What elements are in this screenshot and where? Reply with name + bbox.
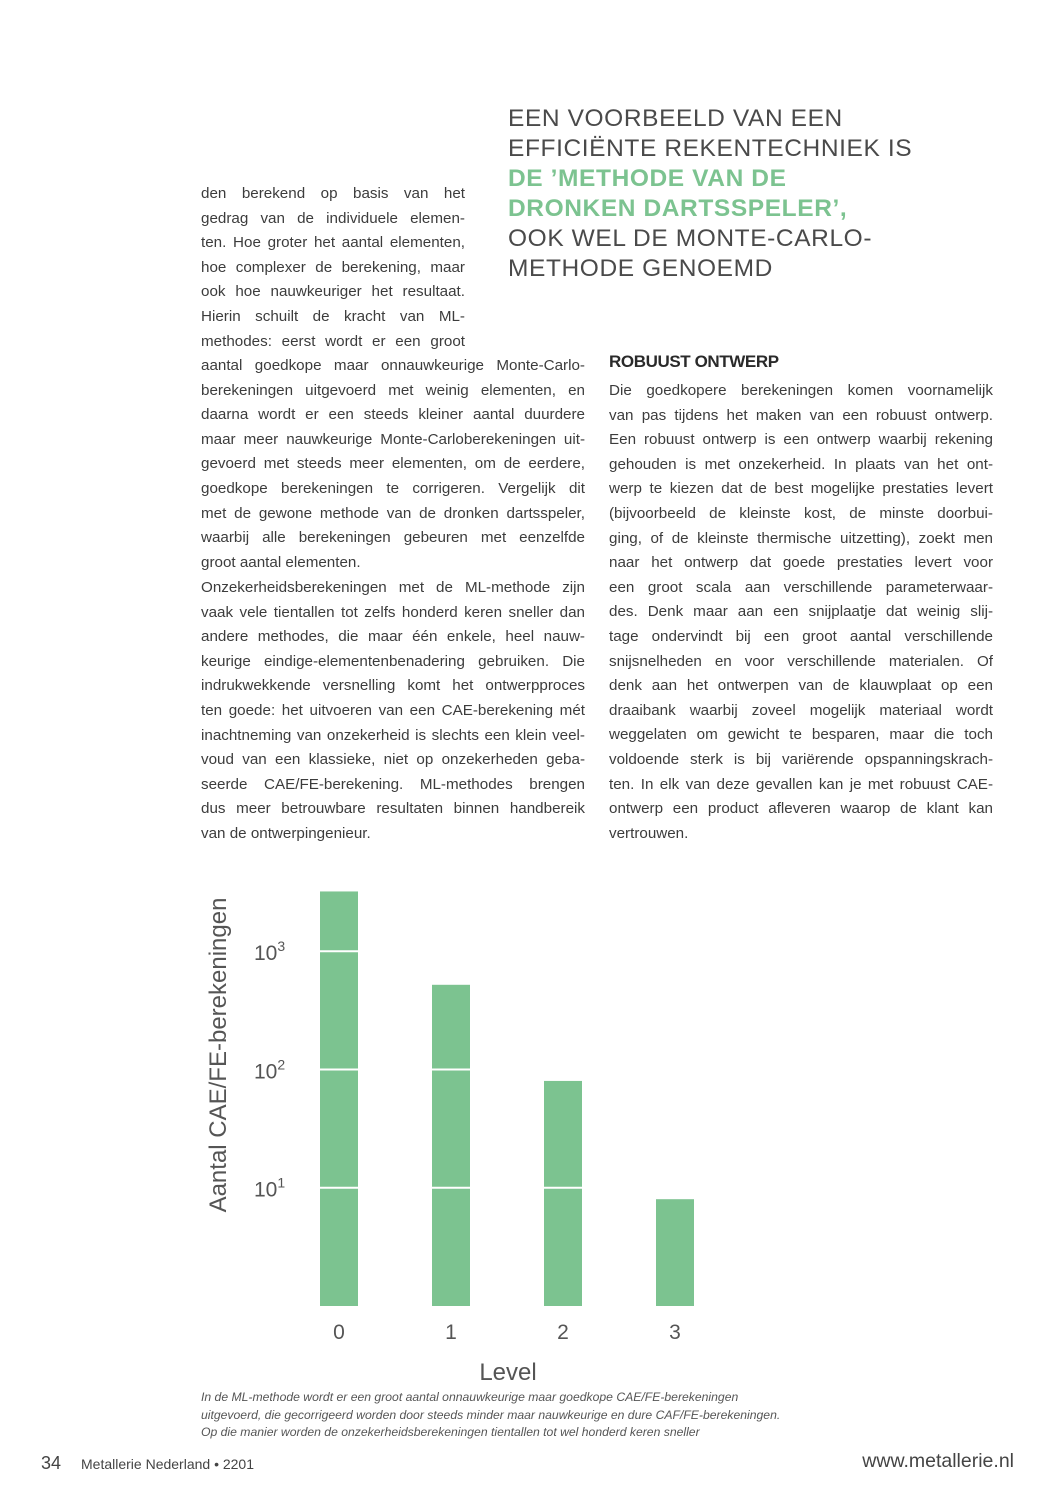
text-line: ten. Hoe groter het aantal elementen, — [201, 234, 465, 252]
text-line: maar meer nauwkeurige Monte-Carloberekeningen uit- — [201, 430, 585, 448]
text-line: methodes: eerst wordt er een groot — [201, 332, 465, 350]
text-line: werp te kiezen dat de best mogelijke prestaties levert — [609, 480, 993, 498]
caption-line: Op die manier worden de onzekerheidsberekeningen tientallen tot wel honderd keren sneller — [201, 1425, 700, 1439]
pull-quote-line: EFFICIËNTE REKENTECHNIEK IS — [508, 135, 913, 162]
text-line: tage ondervindt bij een groot aantal verschillende — [609, 627, 993, 645]
text-line: goedkope berekeningen te corrigeren. Vergelijk dit — [201, 479, 585, 497]
left-column-paragraph-1-narrow — [201, 182, 465, 354]
text-line: voud van een klassieke, niet op onzekerheden geba- — [201, 751, 585, 769]
text-line: dus meer betrouwbare resultaten binnen handbereik — [201, 800, 585, 818]
pull-quote-highlight: DRONKEN DARTSSPELER’, — [508, 195, 848, 222]
bar — [320, 891, 358, 1306]
text-line: groot aantal elementen. — [201, 553, 361, 571]
bar — [656, 1199, 694, 1306]
section-heading: ROBUUST ONTWERP — [609, 352, 779, 371]
pull-quote — [508, 104, 913, 284]
x-tick-label: 2 — [557, 1321, 569, 1344]
text-line: een groot scala aan verschillende parameterwaar- — [609, 578, 993, 596]
x-tick-label: 3 — [669, 1321, 681, 1344]
text-line: Hierin schuilt de kracht van ML- — [201, 307, 465, 325]
text-line: ontwerp een product afleveren waarop de klant kan — [609, 800, 993, 818]
text-line: weggelaten om gewicht te besparen, maar die toch — [609, 726, 993, 744]
pull-quote-line: METHODE GENOEMD — [508, 255, 773, 282]
text-line: ten goede: het uitvoeren van een CAE-berekening mét — [201, 701, 585, 719]
pull-quote-highlight: DE ’METHODE VAN DE — [508, 165, 787, 192]
text-line: vaak vele tientallen tot zelfs honderd keren sneller dan — [201, 603, 585, 621]
y-tick-label: $10^1$ — [254, 1174, 286, 1202]
text-line: seerde CAE/FE-berekening. ML-methodes brengen — [201, 775, 585, 793]
magazine-issue: Metallerie Nederland • 2201 — [81, 1456, 255, 1472]
right-column-paragraph — [609, 379, 993, 846]
x-tick-label: 0 — [333, 1321, 345, 1344]
text-line: met de gewone methode van de dronken dartsspeler, — [201, 504, 585, 522]
text-line: denk aan het ontwerpen van de klauwplaat op een — [609, 677, 993, 695]
text-line: gedrag van de individuele elemen- — [201, 209, 465, 227]
text-line: des. Denk maar aan een snijplaatje dat weinig slij- — [609, 603, 993, 621]
text-line: Die goedkopere berekeningen komen voornamelijk — [609, 382, 993, 399]
text-line: van de ontwerpingenieur. — [201, 824, 371, 842]
text-line: naar het ontwerp dat goede prestaties levert voor — [609, 554, 993, 572]
text-line: ging, of de kleinste thermische uitzetting), zoekt men — [609, 529, 993, 547]
y-axis-label: Aantal CAE/FE-berekeningen — [205, 897, 232, 1213]
text-line: Een robuust ontwerp is een ontwerp waarbij rekening — [609, 431, 993, 449]
text-line: van pas tijdens het maken van een robuust ontwerp. — [609, 406, 993, 424]
bar-chart — [190, 880, 730, 1390]
text-line: ten. In elk van deze gevallen kan je met robuust CAE- — [609, 775, 993, 793]
bar — [544, 1081, 582, 1306]
x-tick-label: 1 — [445, 1321, 457, 1344]
text-line: daarna wordt er een steeds kleiner aantal duurdere — [201, 406, 585, 424]
text-line: inachtneming van onzekerheid is slechts een klein veel- — [201, 726, 585, 744]
text-line: (bijvoorbeeld de kleinste kost, de minste doorbui- — [609, 504, 993, 522]
website-link[interactable]: www.metallerie.nl — [862, 1450, 1014, 1472]
left-column-paragraph-2 — [201, 576, 585, 847]
text-line: berekeningen uitgevoerd met weinig elementen, en — [201, 381, 585, 399]
text-line: draaibank waarbij zoveel mogelijk materiaal wordt — [609, 701, 993, 719]
text-line: andere methodes, die maar één enkele, heel nauw- — [201, 628, 585, 646]
left-column-paragraph-1 — [201, 354, 585, 575]
y-tick-label: $10^3$ — [254, 938, 286, 966]
figure-caption — [201, 1389, 841, 1442]
text-line: Onzekerheidsberekeningen met de ML-methode zijn — [201, 579, 585, 596]
pull-quote-line: EEN VOORBEELD VAN EEN — [508, 105, 843, 132]
text-line: aantal goedkope maar onnauwkeurige Monte-Carlo- — [201, 357, 585, 374]
text-line: den berekend op basis van het — [201, 185, 465, 202]
text-line: gehouden is met onzekerheid. In plaats van het ont- — [609, 455, 993, 473]
text-line: keurige eindige-elementenbenadering gebruiken. Die — [201, 652, 585, 670]
y-tick-label: $10^2$ — [254, 1056, 286, 1084]
page-number: 34 — [41, 1453, 62, 1473]
pull-quote-line: OOK WEL DE MONTE-CARLO- — [508, 225, 873, 252]
text-line: indrukwekkende versnelling komt het ontwerpproces — [201, 677, 585, 695]
caption-line: uitgevoerd, die gecorrigeerd worden door steeds minder maar nauwkeurige en dure CAF/FE-berekeningen. — [201, 1407, 781, 1422]
text-line: vertrouwen. — [609, 824, 689, 842]
text-line: gevoerd met steeds meer elementen, om de eerdere, — [201, 455, 585, 473]
caption-line: In de ML-methode wordt er een groot aantal onnauwkeurige maar goedkope CAE/FE-berekeningen — [201, 1390, 739, 1404]
text-line: waarbij alle berekeningen gebeuren met eenzelfde — [201, 529, 585, 547]
bar — [432, 985, 470, 1306]
text-line: hoe complexer de berekening, maar — [201, 258, 465, 276]
text-line: snijsnelheden en voor verschillende materialen. Of — [609, 652, 993, 670]
text-line: voldoende sterk is bij variërende opspanningskrach- — [609, 750, 993, 768]
text-line: ook hoe nauwkeuriger het resultaat. — [201, 283, 465, 301]
x-axis-label: Level — [479, 1359, 537, 1386]
